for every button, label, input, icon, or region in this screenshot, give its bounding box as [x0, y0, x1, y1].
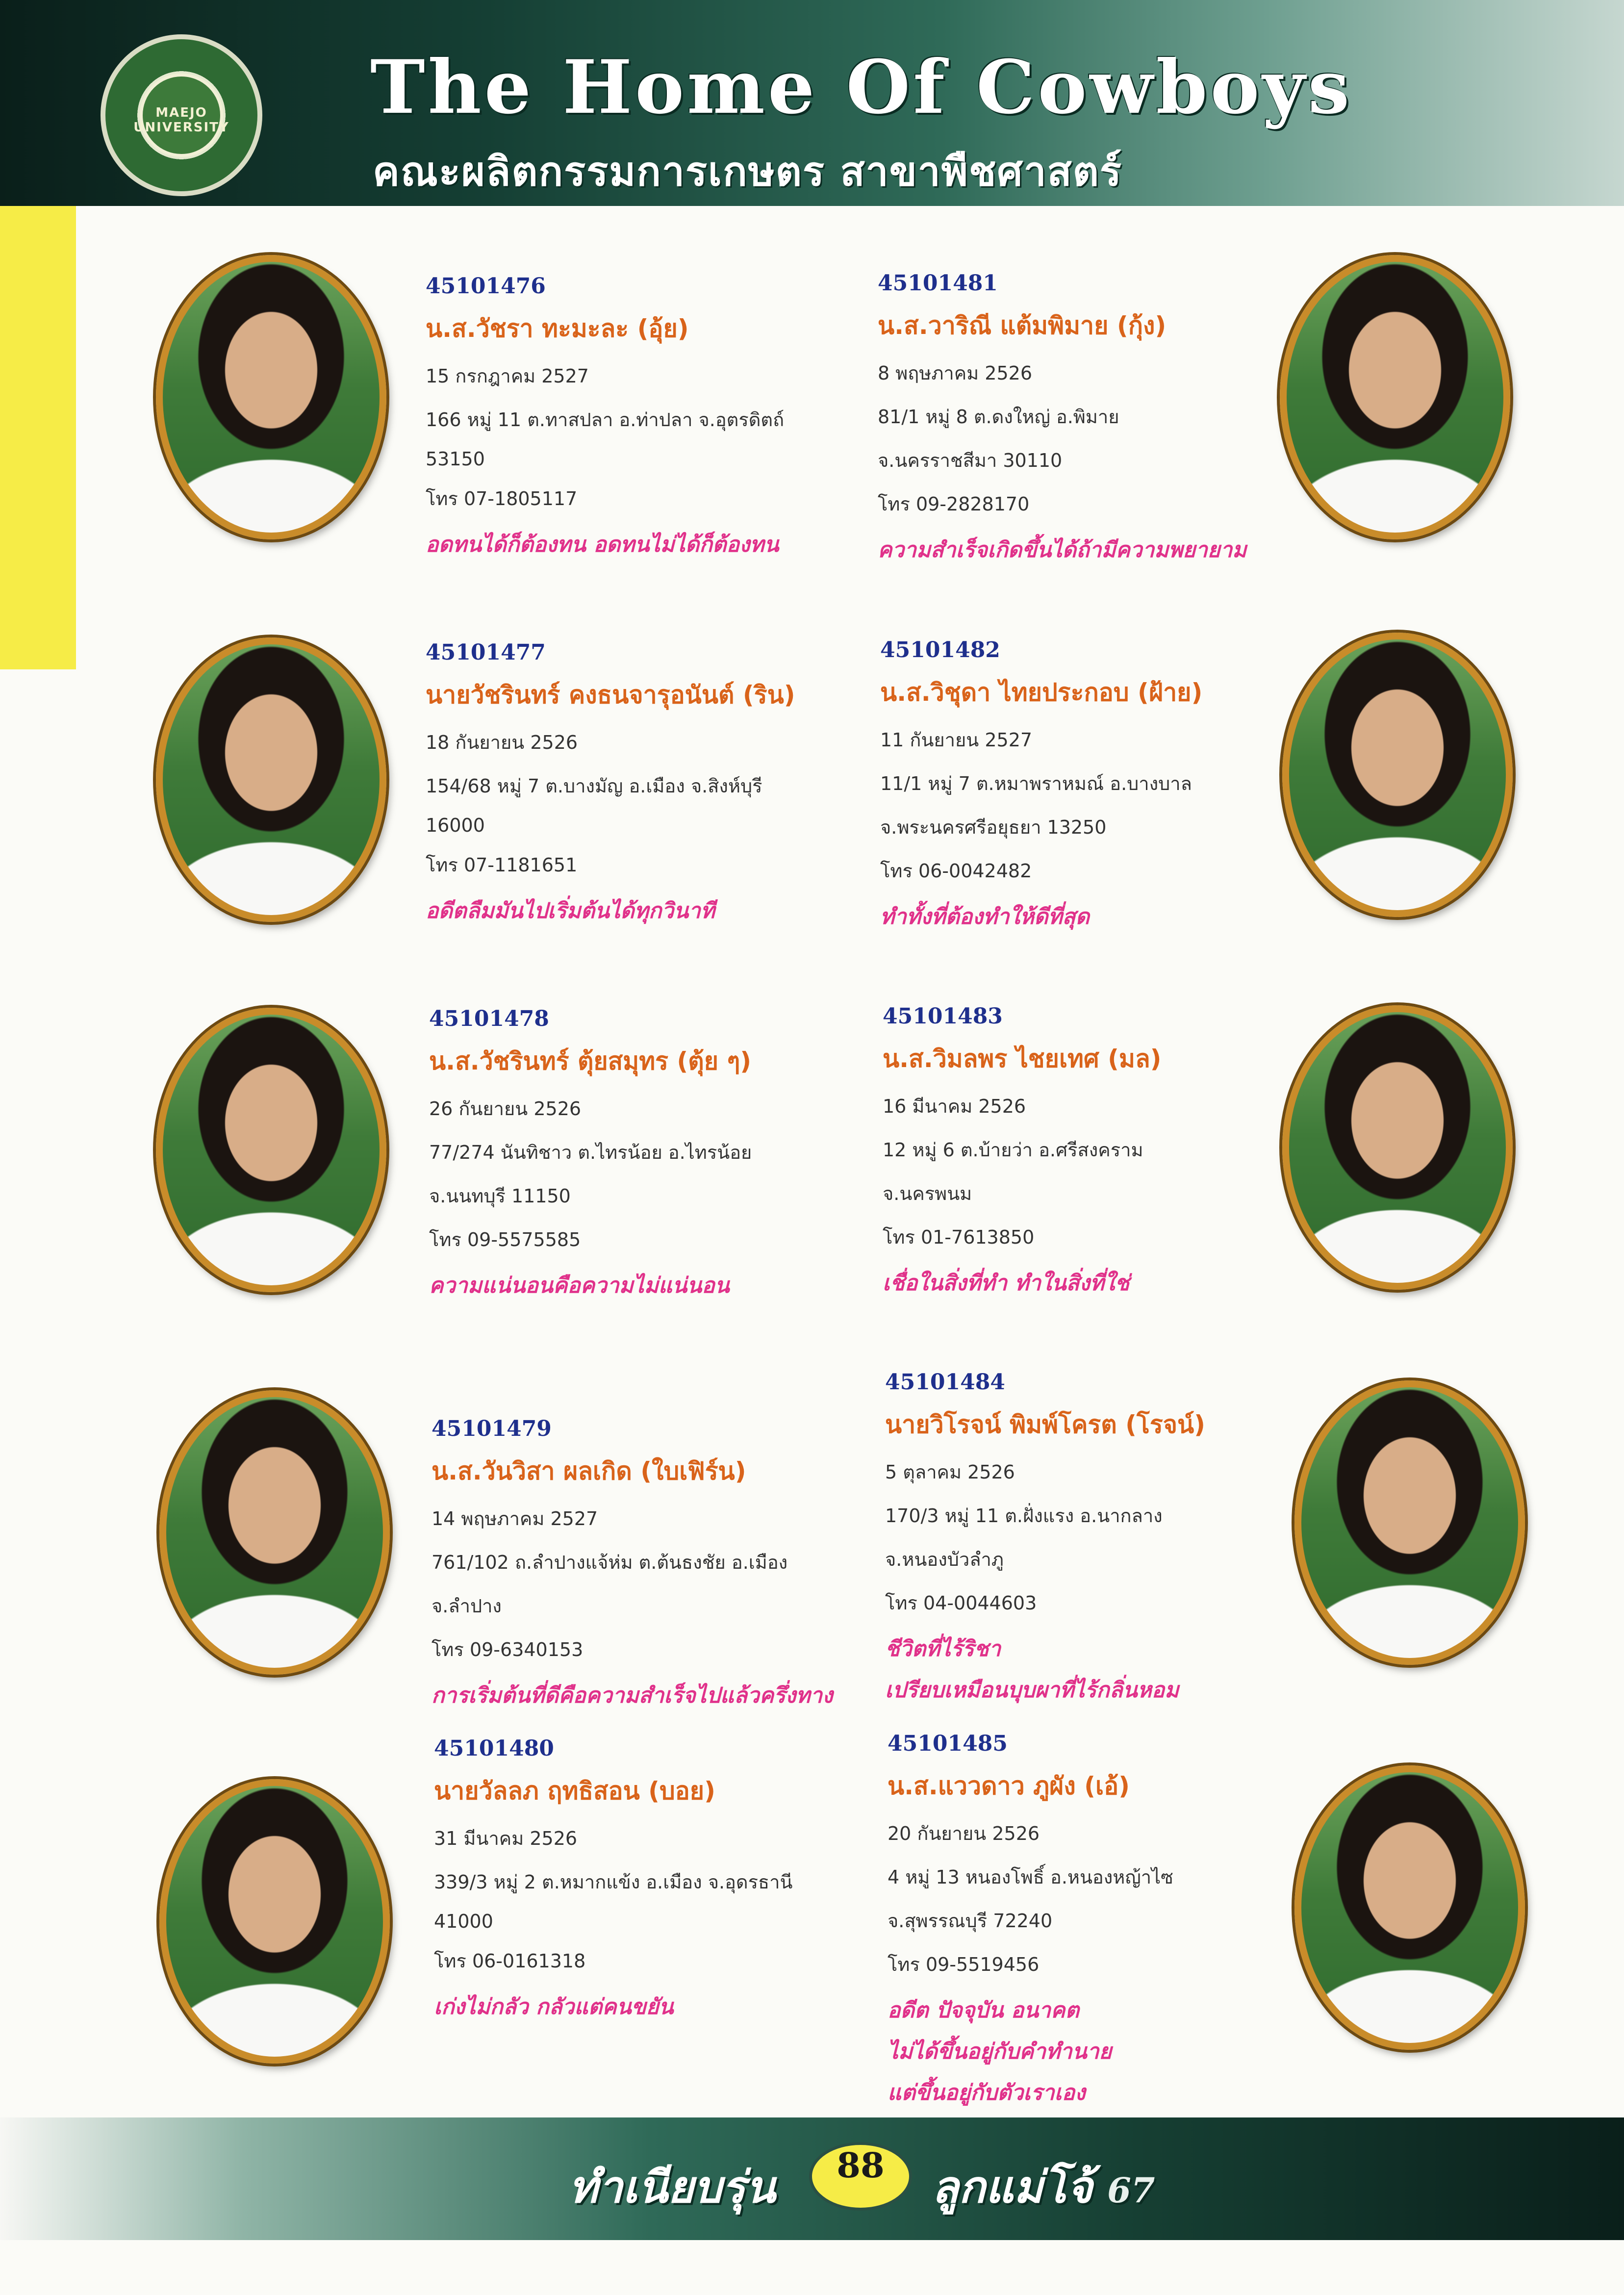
motto: เชื่อในสิ่งที่ทำ ทำในสิ่งที่ใช่ [883, 1271, 1130, 1296]
student-name: น.ส.วัชรา ทะมะละ (อุ้ย) [426, 314, 689, 343]
student-entry [426, 274, 847, 568]
phone: โทร 07-1181651 [426, 854, 578, 876]
page-footer [0, 2117, 1624, 2240]
page-title: The Home Of Cowboys [370, 44, 1352, 130]
student-entry [888, 1731, 1309, 2116]
student-entry [434, 1736, 856, 2031]
motto-line-2: เปรียบเหมือนบุบผาที่ไร้กลิ่นหอม [885, 1678, 1179, 1703]
phone: โทร 09-6340153 [431, 1639, 584, 1660]
page-subtitle: คณะผลิตกรรมการเกษตร สาขาพืชศาสตร์ [373, 149, 1122, 195]
student-photo-45101477 [156, 638, 386, 922]
birth-date: 26 กันยายน 2526 [429, 1098, 582, 1120]
birth-date: 15 กรกฎาคม 2527 [426, 365, 589, 387]
student-photo-45101482 [1282, 633, 1513, 917]
birth-date: 18 กันยายน 2526 [426, 732, 578, 753]
footer-directory-label: ทำเนียบรุ่น [569, 2162, 776, 2213]
address-line-2: 53150 [426, 448, 485, 470]
motto: เก่งไม่กลัว กลัวแต่คนขยัน [434, 1994, 674, 2019]
student-photo-45101485 [1294, 1765, 1525, 2050]
address-line-2: จ.สุพรรณบุรี 72240 [888, 1910, 1053, 1932]
student-photo-45101479 [159, 1390, 390, 1675]
motto-line-3: แต่ขึ้นอยู่กับตัวเราเอง [888, 2080, 1086, 2105]
university-seal-logo [101, 34, 262, 196]
address-line-1: 166 หมู่ 11 ต.ทาสปลา อ.ท่าปลา จ.อุตรดิตถ์ [426, 409, 785, 431]
student-id: 45101476 [426, 274, 546, 299]
student-id: 45101482 [880, 638, 1000, 663]
student-name: น.ส.แววดาว ภูผัง (เอ้) [888, 1772, 1130, 1800]
address-line-1: 339/3 หมู่ 2 ต.หมากแข้ง อ.เมือง จ.อุดรธานี [434, 1871, 793, 1893]
student-name: น.ส.วันวิสา ผลเกิด (ใบเฟิร์น) [431, 1457, 746, 1485]
student-entry [880, 638, 1302, 941]
address-line-2: จ.หนองบัวลำภู [885, 1549, 1004, 1570]
phone: โทร 06-0042482 [880, 860, 1032, 882]
motto-line-2: ไม่ได้ขึ้นอยู่กับคำทำนาย [888, 2039, 1112, 2064]
student-id: 45101485 [888, 1731, 1008, 1756]
address-line-1: 77/274 นันทิชาว ต.ไทรน้อย อ.ไทรน้อย [429, 1142, 752, 1163]
student-name: นายวัลลภ ฤทธิสอน (บอย) [434, 1777, 715, 1805]
footer-maejo-label: ลูกแม่โจ้ [932, 2162, 1093, 2213]
student-entry [883, 1004, 1304, 1307]
birth-date: 16 มีนาคม 2526 [883, 1096, 1026, 1117]
footer-generation-number: 67 [1107, 2170, 1155, 2211]
student-entry [431, 1416, 853, 1719]
student-id: 45101477 [426, 640, 546, 665]
student-entry [885, 1370, 1307, 1714]
address-line-2: 41000 [434, 1911, 493, 1932]
birth-date: 11 กันยายน 2527 [880, 729, 1033, 751]
birth-date: 31 มีนาคม 2526 [434, 1828, 578, 1849]
student-id: 45101483 [883, 1004, 1003, 1029]
motto: ความสำเร็จเกิดขึ้นได้ถ้ามีความพยายาม [878, 537, 1247, 562]
motto-line-1: ชีวิตที่ไร้ริชา [885, 1636, 1001, 1661]
address-line-2: จ.พระนครศรีอยุธยา 13250 [880, 816, 1107, 838]
student-name: น.ส.วิชุดา ไทยประกอบ (ฝ้าย) [880, 678, 1203, 707]
student-name: น.ส.วัชรินทร์ ตุ้ยสมุทร (ตุ้ย ๆ) [429, 1047, 752, 1075]
student-id: 45101484 [885, 1370, 1005, 1395]
student-photo-45101478 [156, 1008, 386, 1292]
motto: ทำทั้งที่ต้องทำให้ดีที่สุด [880, 904, 1090, 929]
address-line-2: จ.นนทบุรี 11150 [429, 1185, 571, 1207]
birth-date: 14 พฤษภาคม 2527 [431, 1508, 598, 1530]
address-line-1: 12 หมู่ 6 ต.บ้ายว่า อ.ศรีสงคราม [883, 1139, 1143, 1161]
page-header [0, 0, 1624, 206]
motto: ความแน่นอนคือความไม่แน่นอน [429, 1273, 730, 1298]
phone: โทร 09-5575585 [429, 1229, 581, 1250]
phone: โทร 04-0044603 [885, 1592, 1037, 1614]
motto-line-1: อดีต ปัจจุบัน อนาคต [888, 1998, 1079, 2023]
student-id: 45101479 [431, 1416, 552, 1441]
address-line-1: 154/68 หมู่ 7 ต.บางมัญ อ.เมือง จ.สิงห์บุรี [426, 775, 762, 797]
student-photo-45101481 [1280, 255, 1510, 539]
address-line-2: จ.นครราชสีมา 30110 [878, 450, 1063, 471]
birth-date: 20 กันยายน 2526 [888, 1823, 1040, 1844]
birth-date: 5 ตุลาคม 2526 [885, 1461, 1015, 1483]
student-entry [429, 1006, 851, 1309]
phone: โทร 07-1805117 [426, 488, 578, 510]
student-id: 45101481 [878, 271, 998, 296]
address-line-1: 170/3 หมู่ 11 ต.ฝั่งแรง อ.นากลาง [885, 1505, 1163, 1527]
seal-text: MAEJO UNIVERSITY [133, 105, 229, 135]
address-line-1: 761/102 ถ.ลำปางแจ้ห่ม ต.ต้นธงชัย อ.เมือง [431, 1552, 788, 1573]
address-line-2: 16000 [426, 815, 485, 836]
phone: โทร 01-7613850 [883, 1226, 1035, 1248]
student-name: น.ส.วาริณี แต้มพิมาย (กุ้ง) [878, 311, 1167, 340]
birth-date: 8 พฤษภาคม 2526 [878, 362, 1033, 384]
yellow-side-bar [0, 206, 76, 669]
address-line-2: จ.นครพนม [883, 1183, 972, 1204]
address-line-2: จ.ลำปาง [431, 1595, 502, 1617]
student-name: น.ส.วิมลพร ไชยเทศ (มล) [883, 1045, 1162, 1073]
student-photo-45101483 [1282, 1005, 1513, 1290]
student-name: นายวิโรจน์ พิมพ์โครต (โรจน์) [885, 1410, 1206, 1439]
student-name: นายวัชรินทร์ คงธนจารุอนันต์ (ริน) [426, 681, 795, 709]
motto: การเริ่มต้นที่ดีคือความสำเร็จไปแล้วครึ่งทาง [431, 1683, 833, 1708]
student-photo-45101484 [1294, 1380, 1525, 1665]
phone: โทร 06-0161318 [434, 1950, 586, 1972]
motto: อดทนได้ก็ต้องทน อดทนไม่ได้ก็ต้องทน [426, 532, 779, 557]
address-line-1: 4 หมู่ 13 หนองโพธิ์ อ.หนองหญ้าไซ [888, 1866, 1173, 1888]
student-id: 45101478 [429, 1006, 549, 1031]
phone: โทร 09-5519456 [888, 1954, 1040, 1975]
student-entry [426, 640, 847, 935]
page-number: 88 [809, 2142, 912, 2211]
motto: อดีตลืมมันไปเริ่มต้นได้ทุกวินาที [426, 898, 715, 923]
address-line-1: 81/1 หมู่ 8 ต.ดงใหญ่ อ.พิมาย [878, 406, 1119, 428]
student-photo-45101476 [156, 255, 386, 539]
address-line-1: 11/1 หมู่ 7 ต.หมาพราหมณ์ อ.บางบาล [880, 773, 1192, 794]
student-photo-45101480 [159, 1779, 390, 2064]
student-entry [878, 271, 1299, 574]
footer-right-label [932, 2152, 1155, 2222]
phone: โทร 09-2828170 [878, 493, 1030, 515]
student-id: 45101480 [434, 1736, 554, 1761]
